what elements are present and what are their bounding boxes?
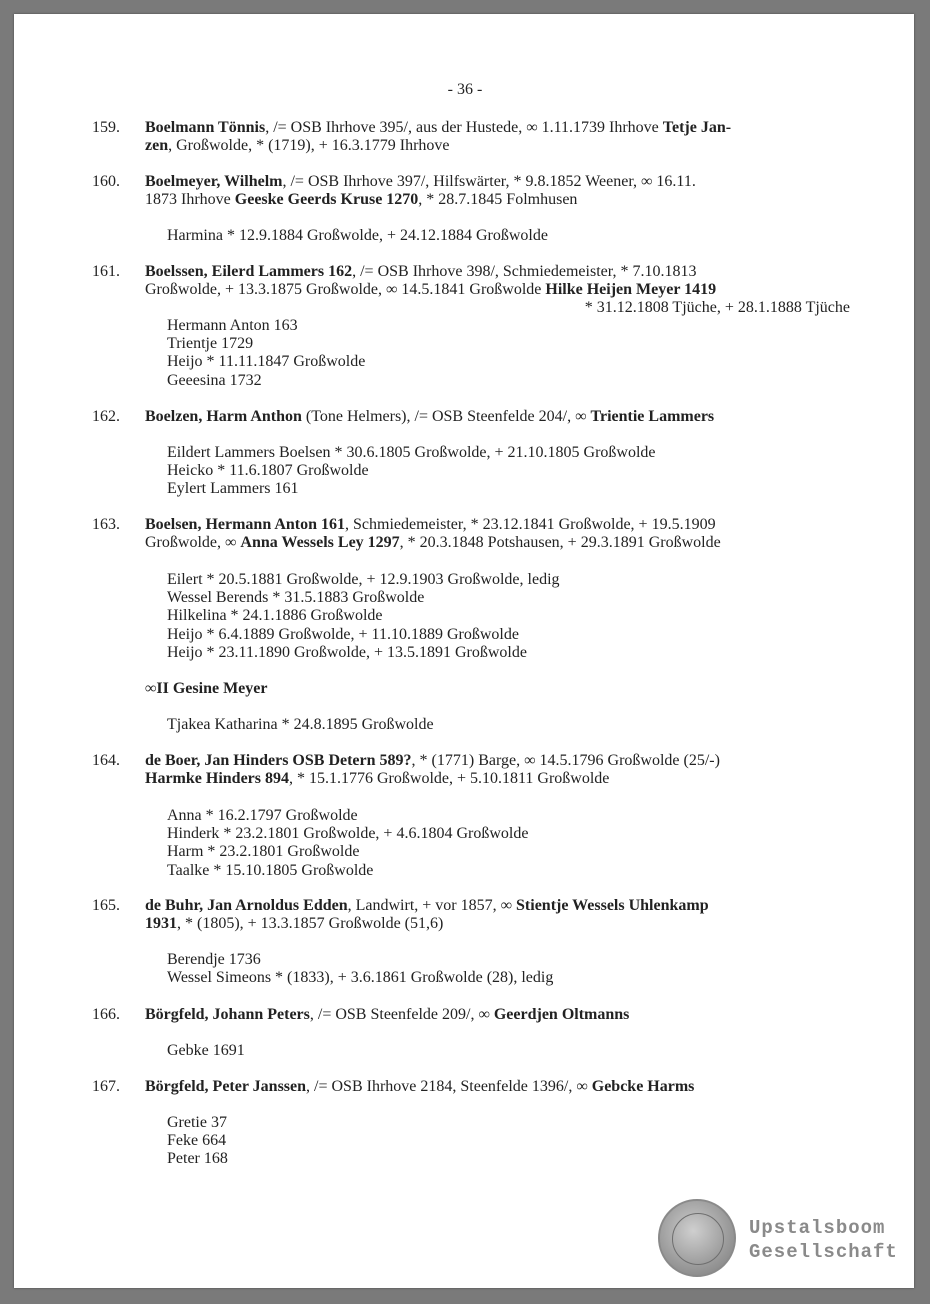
entry-text: Großwolde, ∞ xyxy=(145,534,241,552)
entry-text: , * 15.1.1776 Großwolde, + 5.10.1811 Großwolde xyxy=(289,770,610,788)
child: Gebke 1691 xyxy=(167,1042,245,1059)
child: Hilkelina * 24.1.1886 Großwolde xyxy=(167,607,383,625)
entry-text: , * 20.3.1848 Potshausen, + 29.3.1891 Großwolde xyxy=(399,534,721,552)
spouse-name: Anna Wessels Ley 1297 xyxy=(240,534,400,552)
entry-number: 164. xyxy=(92,752,120,769)
entry-number: 165. xyxy=(92,897,120,914)
second-spouse: ∞II Gesine Meyer xyxy=(145,680,268,697)
spouse-name: Harmke Hinders 894 xyxy=(145,770,289,788)
entry-number: 159. xyxy=(92,119,120,136)
entry-number: 160. xyxy=(92,173,120,190)
spouse-name: Stientje Wessels Uhlenkamp xyxy=(516,897,709,914)
child: Hermann Anton 163 xyxy=(167,317,298,334)
entry-name: de Boer, Jan Hinders OSB Detern 589? xyxy=(145,752,412,769)
entry-number: 162. xyxy=(92,408,120,425)
child: Berendje 1736 xyxy=(167,951,261,968)
spouse-name: Trientie Lammers xyxy=(590,408,715,425)
entry-name: Boelzen, Harm Anthon xyxy=(145,408,302,425)
child: Hinderk * 23.2.1801 Großwolde, + 4.6.1804 Großwolde xyxy=(167,825,529,843)
entry-name: Boelsen, Hermann Anton 161 xyxy=(145,516,346,533)
children-list xyxy=(167,951,553,987)
spouse-name: Gebcke Harms xyxy=(591,1078,695,1095)
child: Gretie 37 xyxy=(167,1114,227,1131)
child: Heijo * 11.11.1847 Großwolde xyxy=(167,353,366,371)
children-list xyxy=(167,716,434,734)
children-list xyxy=(167,807,528,880)
child: Feke 664 xyxy=(167,1132,227,1150)
entry-text: , /= OSB Ihrhove 395/, aus der Hustede, ∞ 1.11.1739 Ihrhove xyxy=(265,119,663,136)
entry-text: 1873 Ihrhove xyxy=(145,191,235,209)
entry-text: Großwolde, + 13.3.1875 Großwolde, ∞ 14.5.1841 Großwolde xyxy=(145,281,546,299)
child: Wessel Simeons * (1833), + 3.6.1861 Großwolde (28), ledig xyxy=(167,969,554,987)
child: Trientje 1729 xyxy=(167,335,254,353)
publisher-logo xyxy=(749,1216,898,1264)
spouse-dates: * 31.12.1808 Tjüche, + 28.1.1888 Tjüche xyxy=(584,299,850,316)
child: Tjakea Katharina * 24.8.1895 Großwolde xyxy=(167,716,434,733)
child: Heijo * 23.11.1890 Großwolde, + 13.5.1891 Großwolde xyxy=(167,643,527,661)
child: Eilert * 20.5.1881 Großwolde, + 12.9.1903 Großwolde, ledig xyxy=(167,571,560,588)
child: Harm * 23.2.1801 Großwolde xyxy=(167,843,360,861)
entry-text: , /= OSB Ihrhove 2184, Steenfelde 1396/, ∞ xyxy=(306,1078,592,1095)
child: Heicko * 11.6.1807 Großwolde xyxy=(167,462,369,480)
spouse-name: Geerdjen Oltmanns xyxy=(493,1006,630,1023)
children-list xyxy=(167,1114,228,1169)
entry-name: Boelmeyer, Wilhelm xyxy=(145,173,283,190)
entry-text: , Landwirt, + vor 1857, ∞ xyxy=(347,897,517,914)
entry-text: , * 28.7.1845 Folmhusen xyxy=(418,191,578,209)
logo-line1: Upstalsboom xyxy=(749,1217,886,1239)
entry-text: , Schmiedemeister, * 23.12.1841 Großwolde, + 19.5.1909 xyxy=(345,516,716,533)
children-list xyxy=(167,1042,245,1060)
child: Anna * 16.2.1797 Großwolde xyxy=(167,807,358,824)
entry-name: Börgfeld, Johann Peters xyxy=(145,1006,310,1023)
entry-text: , * (1771) Barge, ∞ 14.5.1796 Großwolde (25/-) xyxy=(411,752,720,769)
seal-icon xyxy=(658,1199,736,1277)
entry-number: 163. xyxy=(92,516,120,533)
entry-number: 166. xyxy=(92,1006,120,1023)
entry-text: , /= OSB Ihrhove 397/, Hilfswärter, * 9.8.1852 Weener, ∞ 16.11. xyxy=(282,173,696,190)
child: Taalke * 15.10.1805 Großwolde xyxy=(167,861,374,879)
children-list xyxy=(167,444,656,499)
entry-text: , Großwolde, * (1719), + 16.3.1779 Ihrhove xyxy=(168,137,450,155)
entry-name: de Buhr, Jan Arnoldus Edden xyxy=(145,897,348,914)
child: Eildert Lammers Boelsen * 30.6.1805 Großwolde, + 21.10.1805 Großwolde xyxy=(167,444,656,461)
logo-line2: Gesellschaft xyxy=(749,1241,898,1263)
entry-name: Boelssen, Eilerd Lammers 162 xyxy=(145,263,353,280)
child: Eylert Lammers 161 xyxy=(167,480,299,498)
entry-name: Börgfeld, Peter Janssen xyxy=(145,1078,307,1095)
spouse-name: Hilke Heijen Meyer 1419 xyxy=(545,281,717,299)
child: Heijo * 6.4.1889 Großwolde, + 11.10.1889 Großwolde xyxy=(167,625,519,643)
entry-number: 161. xyxy=(92,263,120,280)
entry-text: (Tone Helmers), /= OSB Steenfelde 204/, ∞ xyxy=(301,408,591,425)
children-list xyxy=(167,317,365,390)
entry-name: Boelmann Tönnis xyxy=(145,119,266,136)
child: Geeesina 1732 xyxy=(167,371,262,389)
spouse-name-cont: 1931 xyxy=(145,915,177,933)
child: Harmina * 12.9.1884 Großwolde, + 24.12.1884 Großwolde xyxy=(167,227,548,244)
child: Wessel Berends * 31.5.1883 Großwolde xyxy=(167,589,425,607)
spouse-name: Geeske Geerds Kruse 1270 xyxy=(234,191,419,209)
child: Peter 168 xyxy=(167,1150,228,1168)
children-list xyxy=(167,227,548,245)
entry-number: 167. xyxy=(92,1078,120,1095)
children-list xyxy=(167,571,560,662)
entry-text: , * (1805), + 13.3.1857 Großwolde (51,6) xyxy=(177,915,444,933)
entry-text: , /= OSB Steenfelde 209/, ∞ xyxy=(309,1006,494,1023)
page-number: - 36 - xyxy=(447,81,483,98)
spouse-name: Tetje Jan- xyxy=(662,119,732,136)
entry-text: , /= OSB Ihrhove 398/, Schmiedemeister, * 7.10.1813 xyxy=(352,263,697,280)
spouse-name-cont: zen xyxy=(145,137,169,155)
